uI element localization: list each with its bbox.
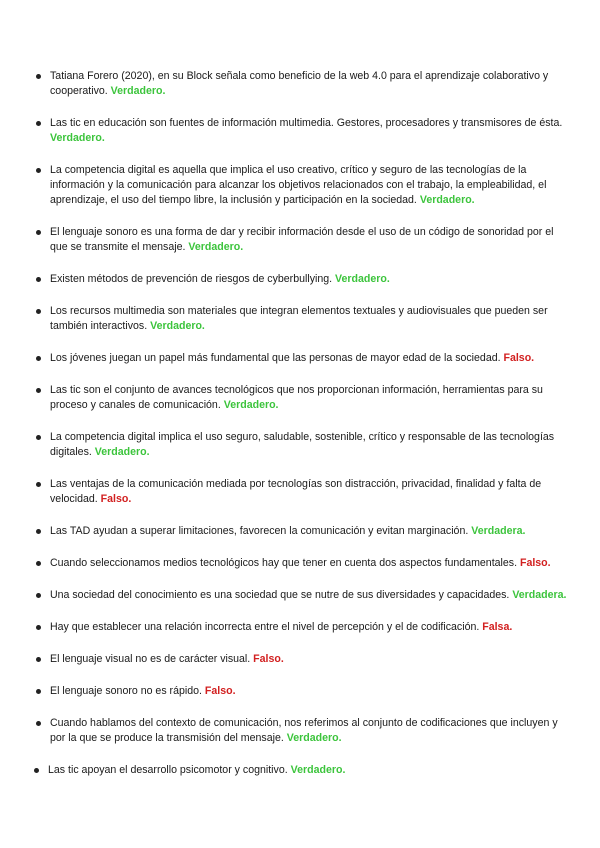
statement-text: El lenguaje visual no es de carácter visual. — [50, 653, 251, 665]
answer-falso: Falso. — [519, 557, 551, 569]
answer-verdadera: Verdadera. — [512, 589, 567, 601]
list-item — [36, 304, 570, 334]
bullet-icon — [36, 277, 41, 282]
bullet-icon — [36, 74, 41, 79]
bullet-icon — [36, 230, 41, 235]
statement-text: Existen métodos de prevención de riesgos de cyberbullying. — [50, 273, 333, 285]
statement-text: Cuando seleccionamos medios tecnológicos hay que tener en cuenta dos aspectos fundamentales. — [50, 557, 518, 569]
list-item — [36, 684, 570, 699]
list-item — [36, 588, 570, 603]
bullet-icon — [36, 356, 41, 361]
bullet-icon — [36, 721, 41, 726]
statement-text: Cuando hablamos del contexto de comunicación, nos referimos al conjunto de codificaciones que incluyen y por la que se produce la transmisión del mensaje. — [50, 717, 558, 744]
list-item — [36, 524, 570, 539]
answer-verdadero: Verdadero. — [94, 446, 150, 458]
statement-text: El lenguaje sonoro no es rápido. — [50, 685, 202, 697]
bullet-icon — [36, 625, 41, 630]
answer-verdadero: Verdadero. — [110, 85, 166, 97]
bullet-icon — [36, 309, 41, 314]
statement-text: Tatiana Forero (2020), en su Block señala como beneficio de la web 4.0 para el aprendizaje colaborativo y cooperativo. — [50, 70, 549, 97]
answer-falso: Falso. — [100, 493, 132, 505]
bullet-icon — [36, 388, 41, 393]
statement-text: Los jóvenes juegan un papel más fundamental que las personas de mayor edad de la sociedad. — [50, 352, 501, 364]
statement-text: Las TAD ayudan a superar limitaciones, favorecen la comunicación y evitan marginación. — [50, 525, 469, 537]
bullet-icon — [36, 657, 41, 662]
statement-text: Hay que establecer una relación incorrecta entre el nivel de percepción y el de codificación. — [50, 621, 480, 633]
bullet-icon — [36, 529, 41, 534]
statement-text: La competencia digital implica el uso seguro, saludable, sostenible, crítico y responsable de las tecnologías digitales. — [50, 431, 555, 458]
bullet-icon — [36, 482, 41, 487]
list-item — [36, 272, 570, 287]
answer-falsa: Falsa. — [482, 621, 513, 633]
answer-verdadero: Verdadero. — [223, 399, 279, 411]
answer-verdadera: Verdadera. — [471, 525, 526, 537]
answer-verdadero: Verdadero. — [150, 320, 205, 332]
list-item — [36, 620, 570, 635]
statement-text: Los recursos multimedia son materiales que integran elementos textuales y audiovisuales que pueden ser también interactivos. — [50, 305, 548, 332]
list-item — [36, 716, 570, 746]
statement-text: Las tic en educación son fuentes de información multimedia. Gestores, procesadores y transmisores de ésta. — [50, 117, 563, 129]
bullet-icon — [36, 435, 41, 440]
answer-verdadero: Verdadero. — [188, 241, 244, 253]
answer-falso: Falso. — [253, 653, 284, 665]
list-item — [36, 383, 570, 413]
list-item — [36, 556, 570, 571]
list-item — [36, 430, 570, 460]
bullet-icon — [36, 593, 41, 598]
statement-list — [36, 69, 570, 795]
answer-falso: Falso. — [503, 352, 535, 364]
answer-verdadero: Verdadero. — [290, 764, 346, 776]
answer-falso: Falso. — [204, 685, 236, 697]
answer-verdadero: Verdadero. — [335, 273, 390, 285]
list-item — [36, 225, 570, 255]
list-item — [36, 351, 570, 366]
statement-text: La competencia digital es aquella que implica el uso creativo, crítico y seguro de las tecnologías de la información y la comunicación para alcanzar los objetivos relacionados con el trabajo, la empleabilidad, el aprendizaje, el uso del tiempo libre, la inclusión y participación en la sociedad. — [50, 164, 547, 206]
bullet-icon — [36, 121, 41, 126]
answer-verdadero: Verdadero. — [286, 732, 342, 744]
statement-text: Una sociedad del conocimiento es una sociedad que se nutre de sus diversidades y capacidades. — [50, 589, 510, 601]
statement-text: Las ventajas de la comunicación mediada por tecnologías son distracción, privacidad, finalidad y falta de velocidad. — [50, 478, 542, 505]
list-item — [36, 163, 570, 208]
answer-verdadero: Verdadero. — [419, 194, 475, 206]
bullet-icon — [34, 768, 39, 773]
list-item — [36, 477, 570, 507]
bullet-icon — [36, 561, 41, 566]
statement-text: El lenguaje sonoro es una forma de dar y recibir información desde el uso de un código de sonoridad por el que se transmite el mensaje. — [50, 226, 554, 253]
list-item — [36, 116, 570, 146]
list-item — [34, 763, 570, 778]
bullet-icon — [36, 689, 41, 694]
bullet-icon — [36, 168, 41, 173]
list-item — [36, 652, 570, 667]
answer-verdadero: Verdadero. — [50, 132, 105, 144]
statement-text: Las tic son el conjunto de avances tecnológicos que nos proporcionan información, herramientas para su proceso y canales de comunicación. — [50, 384, 543, 411]
statement-text: Las tic apoyan el desarrollo psicomotor y cognitivo. — [48, 764, 288, 776]
list-item — [36, 69, 570, 99]
